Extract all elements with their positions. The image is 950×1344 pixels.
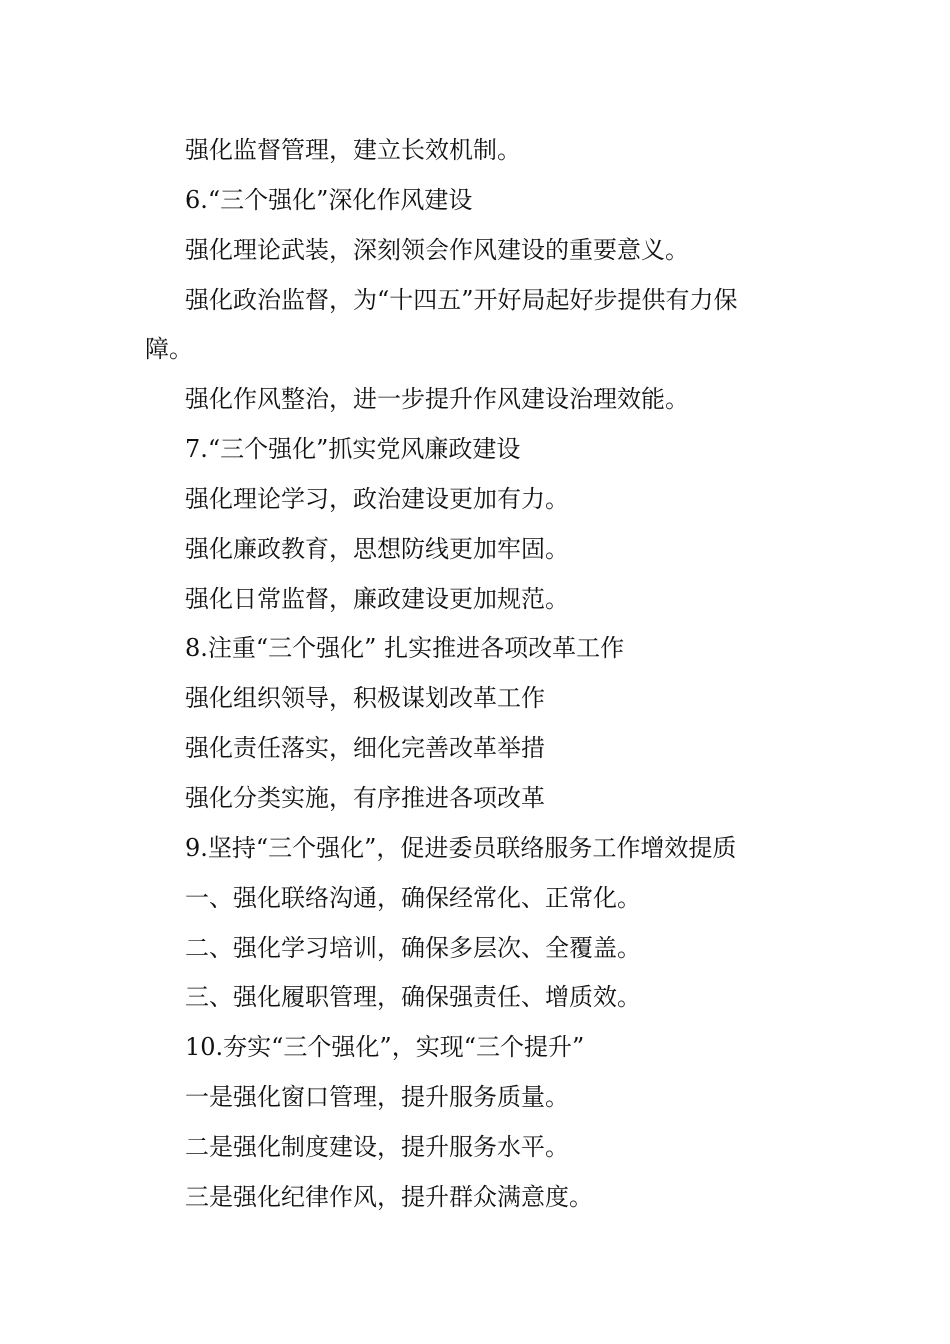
paragraph-line: 强化政治监督，为“十四五”开好局起好步提供有力保 (185, 285, 738, 314)
paragraph-continuation: 障。 (145, 335, 193, 364)
section-heading-8: 8.注重“三个强化” 扎实推进各项改革工作 (185, 634, 625, 663)
paragraph-line: 二是强化制度建设，提升服务水平。 (185, 1132, 569, 1161)
paragraph-line: 三是强化纪律作风，提升群众满意度。 (185, 1182, 593, 1211)
section-heading-6: 6.“三个强化”深化作风建设 (185, 185, 473, 214)
paragraph-line: 强化监督管理，建立长效机制。 (185, 136, 521, 164)
paragraph-line: 强化分类实施，有序推进各项改革 (185, 783, 545, 812)
paragraph-line: 强化作风整治，进一步提升作风建设治理效能。 (185, 385, 689, 414)
paragraph-line: 三、强化履职管理，确保强责任、增质效。 (185, 983, 641, 1012)
paragraph-line: 强化日常监督，廉政建设更加规范。 (185, 584, 569, 613)
paragraph-line: 二、强化学习培训，确保多层次、全覆盖。 (185, 933, 641, 962)
paragraph-line: 强化组织领导，积极谋划改革工作 (185, 684, 545, 713)
paragraph-line: 一、强化联络沟通，确保经常化、正常化。 (185, 883, 641, 912)
paragraph-line: 一是强化窗口管理，提升服务质量。 (185, 1083, 569, 1112)
paragraph-line: 强化理论学习，政治建设更加有力。 (185, 484, 569, 513)
document-body (145, 126, 815, 1223)
paragraph-line: 强化廉政教育，思想防线更加牢固。 (185, 534, 569, 563)
section-heading-9: 9.坚持“三个强化”，促进委员联络服务工作增效提质 (185, 833, 737, 862)
section-heading-10: 10.夯实“三个强化”，实现“三个提升” (185, 1033, 585, 1062)
section-heading-7: 7.“三个强化”抓实党风廉政建设 (185, 435, 521, 464)
paragraph-line: 强化责任落实，细化完善改革举措 (185, 734, 545, 763)
paragraph-line: 强化理论武装，深刻领会作风建设的重要意义。 (185, 235, 689, 264)
